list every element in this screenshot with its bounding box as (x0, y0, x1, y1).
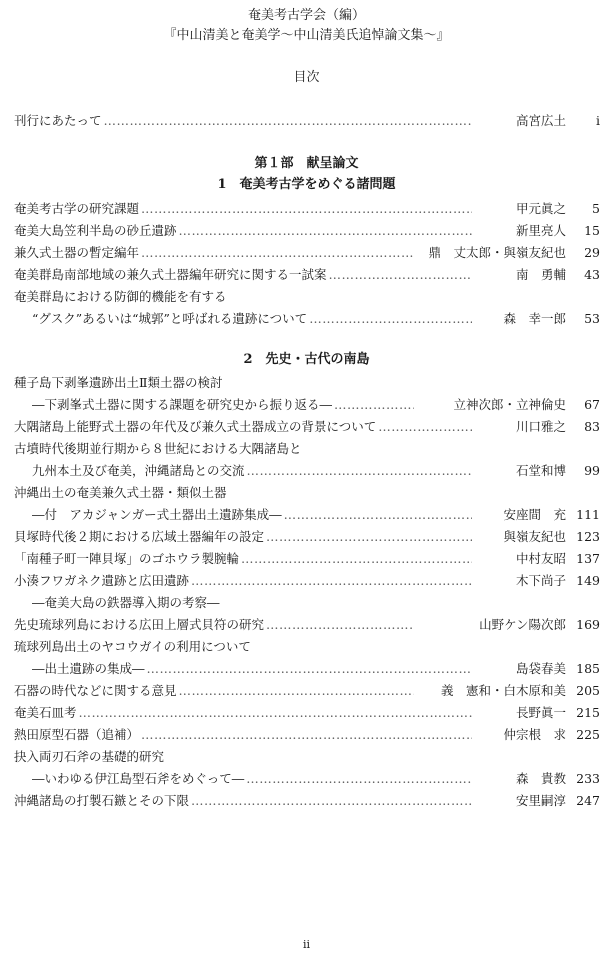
entry-title: 刊行にあたって (14, 113, 102, 128)
toc-entry[interactable] (14, 726, 600, 744)
part-heading: 第１部 献呈論文 (254, 156, 359, 171)
entry-title: ―いわゆる伊江島型石斧をめぐって― (32, 771, 245, 786)
entry-title: 大隅諸島上能野式土器の年代及び兼久式土器成立の背景について (14, 419, 377, 434)
entry-title: 石器の時代などに関する意見 (14, 683, 177, 698)
entry-title: 奄美考古学の研究課題 (14, 201, 140, 216)
entry-title-line: 抉入両刃石斧の基礎的研究 (14, 749, 165, 764)
entry-title-line: 古墳時代後期並行期から８世紀における大隅諸島と (14, 441, 302, 456)
entry-author: 川口雅之 (515, 419, 566, 434)
toc-entry-preface[interactable] (14, 112, 600, 130)
entry-author: 山野ケン陽次郎 (479, 617, 566, 632)
entry-page: 233 (576, 771, 600, 786)
entry-page: 29 (584, 245, 600, 260)
entry-page: 123 (576, 529, 600, 544)
book-title: 『中山清美と奄美学〜中山清美氏追悼論文集〜』 (163, 28, 450, 43)
dot-leader (266, 528, 472, 546)
entry-title: 熱田原型石器（追補） (14, 727, 140, 742)
toc-entry[interactable] (14, 616, 600, 634)
entry-page: 215 (576, 705, 600, 720)
toc-entry[interactable] (14, 418, 600, 436)
entry-author: 木下尚子 (515, 573, 566, 588)
entry-page: 15 (584, 223, 600, 238)
toc-entry[interactable] (32, 506, 600, 524)
entry-title: 「南種子町一陣貝塚」のゴホウラ製腕輪 (14, 551, 240, 566)
entry-page: 225 (576, 727, 600, 742)
entry-page: 185 (576, 661, 600, 676)
entry-title-line: 奄美群島における防御的機能を有する (14, 289, 227, 304)
dot-leader (179, 222, 472, 240)
entry-author: 仲宗根 求 (503, 727, 566, 742)
entry-page: 67 (584, 397, 600, 412)
entry-author: 石堂和博 (515, 463, 566, 478)
dot-leader (79, 704, 472, 722)
entry-title: 貝塚時代後２期における広域土器編年の設定 (14, 529, 265, 544)
toc-entry[interactable] (14, 704, 600, 722)
entry-title: ―付 アカジャンガー式土器出土遺跡集成― (32, 507, 282, 522)
entry-author: 高宮広土 (515, 113, 566, 128)
toc-entry[interactable] (14, 792, 600, 810)
dot-leader (334, 396, 414, 414)
entry-author: 長野眞一 (515, 705, 566, 720)
editor-line: 奄美考古学会（編） (247, 8, 365, 23)
entry-author: 中村友昭 (515, 551, 566, 566)
entry-page: 205 (576, 683, 600, 698)
entry-title: “グスク”あるいは“城郭”と呼ばれる遺跡について (32, 311, 308, 326)
entry-page: 247 (576, 793, 600, 808)
toc-entry[interactable] (14, 682, 600, 700)
entry-title-line: 種子島下剥峯遺跡出土Ⅱ類土器の検討 (14, 375, 223, 390)
entry-author: 與嶺友紀也 (503, 529, 566, 544)
entry-title: ―出土遺跡の集成― (32, 661, 145, 676)
toc-entry[interactable] (14, 266, 600, 284)
entry-author: 甲元眞之 (515, 201, 566, 216)
entry-author: 立神次郎・立神倫史 (453, 397, 566, 412)
toc-entry[interactable] (14, 572, 600, 590)
entry-title: 小湊フワガネク遺跡と広田遺跡 (14, 573, 190, 588)
toc-entry[interactable] (14, 200, 600, 218)
page-number: ii (302, 938, 311, 951)
entry-page: 169 (576, 617, 600, 632)
entry-title: 沖縄諸島の打製石鏃とその下限 (14, 793, 190, 808)
dot-leader (191, 572, 472, 590)
toc-entry[interactable] (32, 310, 600, 328)
entry-author: 森 幸一郎 (503, 311, 566, 326)
entry-author: 安座間 充 (503, 507, 566, 522)
section-heading-1: 1 奄美考古学をめぐる諸問題 (217, 177, 396, 192)
entry-author: 義 憲和・白木原和美 (440, 683, 566, 698)
entry-title-line: 沖縄出土の奄美兼久式土器・類似土器 (14, 485, 227, 500)
entry-title: 奄美石皿考 (14, 705, 77, 720)
entry-page: 5 (592, 201, 600, 216)
toc-entry[interactable] (14, 244, 600, 262)
entry-page: i (596, 113, 600, 128)
entry-author: 南 勇輔 (515, 267, 566, 282)
dot-leader (104, 112, 472, 130)
dot-leader (191, 792, 472, 810)
dot-leader (141, 200, 472, 218)
section-heading-2: 2 先史・古代の南島 (243, 352, 370, 367)
entry-page: 149 (576, 573, 600, 588)
entry-subtitle-line: ―奄美大島の鉄器導入期の考察― (32, 595, 220, 610)
entry-page: 99 (584, 463, 600, 478)
toc-entry[interactable] (32, 462, 600, 480)
entry-title: 奄美群島南部地域の兼久式土器編年研究に関する一試案 (14, 267, 327, 282)
entry-title: 兼久式土器の暫定編年 (14, 245, 140, 260)
entry-page: 83 (584, 419, 600, 434)
entry-author: 新里亮人 (515, 223, 566, 238)
entry-author: 森 貴教 (515, 771, 566, 786)
entry-author: 安里嗣淳 (515, 793, 566, 808)
entry-title: 九州本土及び奄美，沖縄諸島との交流 (32, 463, 245, 478)
entry-title-line: 琉球列島出土のヤコウガイの利用について (14, 639, 251, 654)
entry-page: 137 (576, 551, 600, 566)
toc-entry[interactable] (32, 396, 600, 414)
dot-leader (378, 418, 472, 436)
entry-title: 先史琉球列島における広田上層式貝符の研究 (14, 617, 265, 632)
entry-title: 奄美大島笠利半島の砂丘遺跡 (14, 223, 177, 238)
toc-entry[interactable] (14, 550, 600, 568)
toc-entry[interactable] (32, 660, 600, 678)
entry-author: 鼎 丈太郎・與嶺友紀也 (428, 245, 566, 260)
entry-title: ―下剥峯式土器に関する課題を研究史から振り返る― (32, 397, 333, 412)
dot-leader (309, 310, 472, 328)
dot-leader (247, 462, 472, 480)
entry-page: 43 (584, 267, 600, 282)
dot-leader (179, 682, 414, 700)
toc-label: 目次 (293, 70, 320, 85)
dot-leader (147, 660, 472, 678)
dot-leader (141, 244, 414, 262)
dot-leader (246, 770, 472, 788)
toc-entry[interactable] (32, 770, 600, 788)
entry-page: 111 (576, 507, 600, 522)
entry-author: 島袋春美 (515, 661, 566, 676)
dot-leader (284, 506, 472, 524)
toc-entry[interactable] (14, 528, 600, 546)
toc-entry[interactable] (14, 222, 600, 240)
dot-leader (329, 266, 472, 284)
entry-page: 53 (584, 311, 600, 326)
dot-leader (241, 550, 472, 568)
dot-leader (266, 616, 414, 634)
dot-leader (141, 726, 472, 744)
